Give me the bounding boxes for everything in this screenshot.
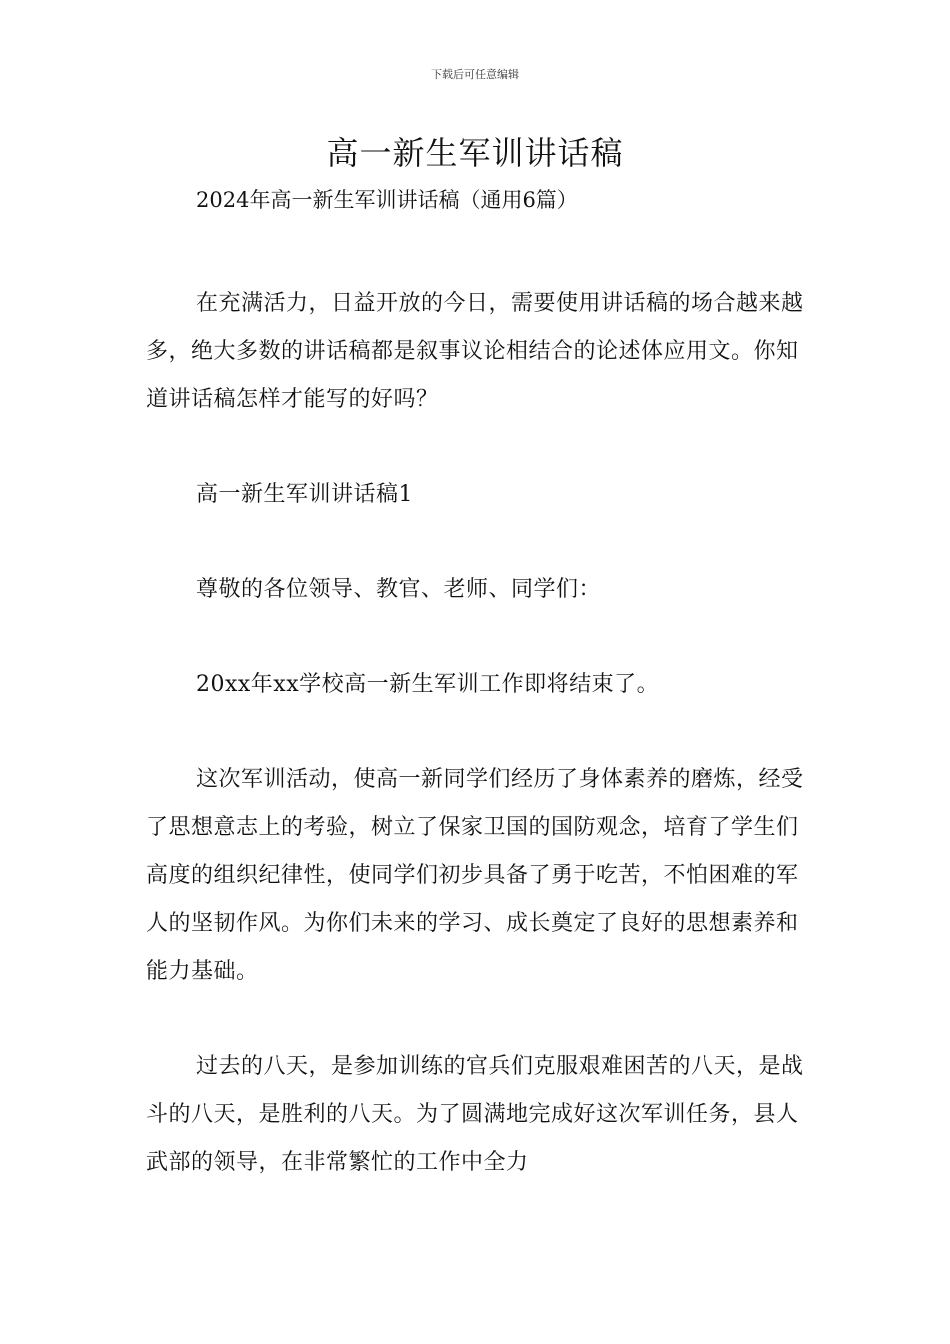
page-title: 高一新生军训讲话稿 (326, 134, 624, 172)
section-heading: 高一新生军训讲话稿1 (196, 482, 413, 507)
intro-paragraph: 在充满活力，日益开放的今日，需要使用讲话稿的场合越来越多，绝大多数的讲话稿都是叙事议论相结合的论述体应用文。你知道讲话稿怎样才能写的好吗？ (146, 291, 804, 412)
salutation: 尊敬的各位领导、教官、老师、同学们： (196, 577, 602, 602)
body-paragraph: 过去的八天，是参加训练的官兵们克服艰难困苦的八天，是战斗的八天，是胜利的八天。为了圆满地完成好这次军训任务，县人武部的领导，在非常繁忙的工作中全力 (146, 1054, 804, 1175)
body-paragraph: 20xx年xx学校高一新生军训工作即将结束了。 (196, 672, 660, 697)
header-note: 下载后可任意编辑 (431, 68, 519, 81)
body-paragraph: 这次军训活动，使高一新同学们经历了身体素养的磨炼，经受了思想意志上的考验，树立了保家卫国的国防观念，培育了学生们高度的组织纪律性，使同学们初步具备了勇于吃苦，不怕困难的军人的坚韧作风。为你们未来的学习、成长奠定了良好的思想素养和能力基础。 (146, 767, 804, 984)
document-body (146, 280, 806, 1234)
document-subtitle: 2024年高一新生军训讲话稿（通用6篇） (196, 188, 578, 212)
